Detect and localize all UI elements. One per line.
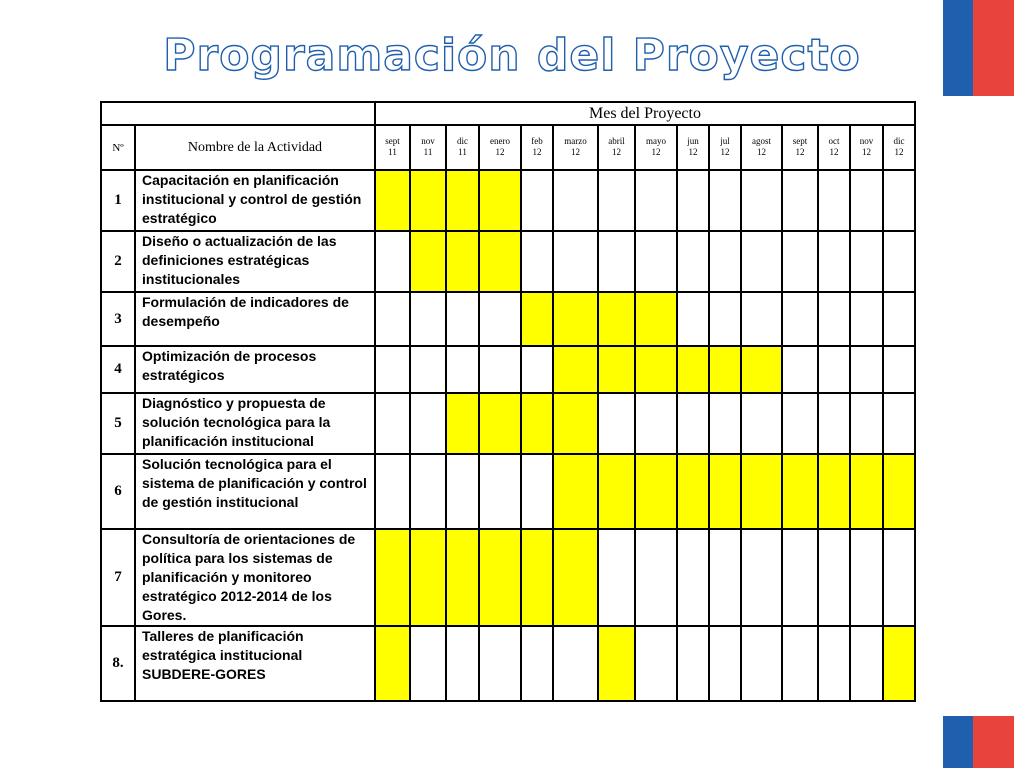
schedule-cell-active xyxy=(479,231,521,292)
schedule-cell xyxy=(818,529,850,626)
month-year: 12 xyxy=(495,147,505,157)
schedule-cell xyxy=(375,454,410,529)
schedule-cell xyxy=(709,393,741,454)
month-name: dic xyxy=(457,136,468,146)
activity-number: 6 xyxy=(101,454,135,529)
schedule-cell xyxy=(741,170,782,231)
schedule-cell xyxy=(446,292,479,346)
schedule-cell xyxy=(850,170,883,231)
schedule-cell xyxy=(553,231,598,292)
month-name: dic xyxy=(893,136,905,146)
month-header xyxy=(446,125,479,170)
month-year: 11 xyxy=(388,147,397,157)
page-title: Programación del Proyecto xyxy=(163,30,861,81)
schedule-cell xyxy=(410,292,446,346)
schedule-cell xyxy=(782,626,818,701)
schedule-cell xyxy=(479,626,521,701)
month-year: 12 xyxy=(757,147,766,157)
schedule-cell-active xyxy=(521,393,553,454)
column-header-activity: Nombre de la Actividad xyxy=(135,125,375,170)
schedule-cell xyxy=(479,454,521,529)
schedule-cell xyxy=(521,346,553,393)
schedule-cell-active xyxy=(479,393,521,454)
schedule-cell xyxy=(709,626,741,701)
schedule-cell xyxy=(635,170,677,231)
month-year: 12 xyxy=(571,147,580,157)
schedule-cell-active xyxy=(375,170,410,231)
month-header xyxy=(598,125,635,170)
month-header xyxy=(741,125,782,170)
month-name: sept xyxy=(385,136,400,146)
activity-number: 8. xyxy=(101,626,135,701)
schedule-cell-active xyxy=(553,292,598,346)
table-row xyxy=(101,529,915,626)
schedule-cell xyxy=(741,292,782,346)
schedule-cell-active xyxy=(410,170,446,231)
schedule-cell xyxy=(782,170,818,231)
schedule-cell-active xyxy=(446,393,479,454)
month-year: 12 xyxy=(532,147,542,157)
schedule-cell xyxy=(782,529,818,626)
month-year: 12 xyxy=(862,147,871,157)
month-name: agost xyxy=(752,136,771,146)
schedule-cell xyxy=(521,231,553,292)
schedule-cell-active xyxy=(375,626,410,701)
schedule-cell xyxy=(818,292,850,346)
schedule-cell-active xyxy=(883,454,915,529)
schedule-cell xyxy=(375,346,410,393)
month-header xyxy=(677,125,709,170)
activity-name: Solución tecnológica para el sistema de planificación y control de gestión institucional xyxy=(135,454,375,529)
schedule-cell xyxy=(818,393,850,454)
schedule-cell-active xyxy=(598,292,635,346)
schedule-cell xyxy=(818,626,850,701)
schedule-cell-active xyxy=(553,346,598,393)
schedule-cell xyxy=(375,292,410,346)
schedule-cell-active xyxy=(677,454,709,529)
activity-name: Capacitación en planificación institucional y control de gestión estratégico xyxy=(135,170,375,231)
activity-number: 1 xyxy=(101,170,135,231)
month-header xyxy=(553,125,598,170)
schedule-cell-active xyxy=(818,454,850,529)
schedule-cell xyxy=(709,170,741,231)
schedule-cell xyxy=(850,292,883,346)
schedule-cell-active xyxy=(446,231,479,292)
schedule-cell xyxy=(850,529,883,626)
schedule-cell-active xyxy=(635,346,677,393)
schedule-cell xyxy=(446,454,479,529)
activity-name: Consultoría de orientaciones de política para los sistemas de planificación y monitoreo estratégico 2012-2014 de los Gores. xyxy=(135,529,375,626)
table-row xyxy=(101,454,915,529)
activity-number: 7 xyxy=(101,529,135,626)
activity-number: 4 xyxy=(101,346,135,393)
schedule-cell xyxy=(635,626,677,701)
table-row xyxy=(101,231,915,292)
month-name: marzo xyxy=(564,136,587,146)
schedule-cell xyxy=(677,170,709,231)
schedule-cell xyxy=(635,529,677,626)
activity-number: 2 xyxy=(101,231,135,292)
month-header xyxy=(521,125,553,170)
schedule-cell xyxy=(521,170,553,231)
month-header xyxy=(410,125,446,170)
schedule-cell-active xyxy=(479,529,521,626)
month-header xyxy=(635,125,677,170)
schedule-cell-active xyxy=(375,529,410,626)
schedule-cell xyxy=(741,529,782,626)
schedule-cell-active xyxy=(741,454,782,529)
schedule-cell-active xyxy=(598,346,635,393)
month-name: abril xyxy=(608,136,625,146)
schedule-cell xyxy=(677,231,709,292)
schedule-cell xyxy=(883,346,915,393)
month-group-header: Mes del Proyecto xyxy=(375,102,915,125)
month-header xyxy=(375,125,410,170)
schedule-cell xyxy=(410,626,446,701)
schedule-cell-active xyxy=(677,346,709,393)
month-header xyxy=(479,125,521,170)
empty-header-cell xyxy=(101,102,375,125)
schedule-cell-active xyxy=(479,170,521,231)
schedule-cell xyxy=(782,346,818,393)
month-year: 12 xyxy=(612,147,621,157)
schedule-cell xyxy=(553,626,598,701)
schedule-cell xyxy=(850,231,883,292)
schedule-cell xyxy=(410,393,446,454)
schedule-cell xyxy=(677,393,709,454)
schedule-cell xyxy=(635,231,677,292)
schedule-cell-active xyxy=(553,529,598,626)
schedule-cell xyxy=(677,292,709,346)
schedule-cell xyxy=(410,346,446,393)
schedule-cell-active xyxy=(741,346,782,393)
activity-name: Diseño o actualización de las definiciones estratégicas institucionales xyxy=(135,231,375,292)
activity-name: Talleres de planificación estratégica institucional SUBDERE-GORES xyxy=(135,626,375,701)
schedule-cell xyxy=(818,170,850,231)
month-year: 12 xyxy=(651,147,661,157)
month-year: 12 xyxy=(720,147,730,157)
month-name: nov xyxy=(859,136,874,146)
schedule-cell xyxy=(553,170,598,231)
schedule-cell xyxy=(818,231,850,292)
schedule-cell xyxy=(709,231,741,292)
month-year: 12 xyxy=(829,147,839,157)
schedule-cell xyxy=(598,170,635,231)
month-name: sept xyxy=(792,136,808,146)
month-header xyxy=(883,125,915,170)
schedule-cell-active xyxy=(598,454,635,529)
schedule-cell-active xyxy=(709,454,741,529)
month-year: 11 xyxy=(423,147,433,157)
table-row xyxy=(101,170,915,231)
schedule-cell xyxy=(677,529,709,626)
schedule-cell xyxy=(635,393,677,454)
activity-number: 3 xyxy=(101,292,135,346)
schedule-cell-active xyxy=(521,529,553,626)
schedule-cell-active xyxy=(782,454,818,529)
schedule-cell xyxy=(521,454,553,529)
activity-name: Optimización de procesos estratégicos xyxy=(135,346,375,393)
schedule-cell xyxy=(782,292,818,346)
schedule-cell-active xyxy=(709,346,741,393)
schedule-cell xyxy=(782,393,818,454)
schedule-cell-active xyxy=(598,626,635,701)
activity-number: 5 xyxy=(101,393,135,454)
month-year: 11 xyxy=(458,147,467,157)
month-name: enero xyxy=(490,136,510,146)
month-header xyxy=(818,125,850,170)
month-name: mayo xyxy=(646,136,666,146)
schedule-cell xyxy=(446,626,479,701)
month-header xyxy=(850,125,883,170)
schedule-cell xyxy=(850,346,883,393)
schedule-cell-active xyxy=(410,231,446,292)
schedule-cell xyxy=(709,292,741,346)
schedule-cell xyxy=(741,626,782,701)
schedule-cell xyxy=(677,626,709,701)
month-name: jul xyxy=(720,136,730,146)
chile-flag-bottom-decoration xyxy=(943,716,1014,768)
schedule-cell xyxy=(850,393,883,454)
activity-name: Diagnóstico y propuesta de solución tecnológica para la planificación institucional xyxy=(135,393,375,454)
schedule-cell xyxy=(850,626,883,701)
table-row xyxy=(101,393,915,454)
table-row xyxy=(101,626,915,701)
schedule-cell xyxy=(818,346,850,393)
month-name: oct xyxy=(828,136,840,146)
schedule-cell xyxy=(479,292,521,346)
table-row xyxy=(101,346,915,393)
month-year: 12 xyxy=(688,147,698,157)
schedule-cell xyxy=(883,529,915,626)
schedule-cell-active xyxy=(553,393,598,454)
table-row xyxy=(101,292,915,346)
schedule-cell xyxy=(598,529,635,626)
schedule-cell xyxy=(782,231,818,292)
month-name: jun xyxy=(687,136,699,146)
project-schedule-table xyxy=(100,101,916,702)
schedule-cell xyxy=(883,170,915,231)
schedule-cell-active xyxy=(446,529,479,626)
schedule-cell-active xyxy=(883,626,915,701)
schedule-cell xyxy=(410,454,446,529)
schedule-cell xyxy=(883,393,915,454)
schedule-cell xyxy=(741,231,782,292)
schedule-cell xyxy=(598,393,635,454)
schedule-cell xyxy=(598,231,635,292)
schedule-cell xyxy=(741,393,782,454)
column-header-number: Nº xyxy=(101,125,135,170)
month-name: feb xyxy=(531,136,543,146)
month-year: 12 xyxy=(795,147,805,157)
month-year: 12 xyxy=(894,147,904,157)
schedule-cell-active xyxy=(635,454,677,529)
schedule-cell-active xyxy=(410,529,446,626)
activity-name: Formulación de indicadores de desempeño xyxy=(135,292,375,346)
month-header xyxy=(709,125,741,170)
schedule-cell xyxy=(709,529,741,626)
schedule-cell-active xyxy=(850,454,883,529)
schedule-cell xyxy=(375,231,410,292)
schedule-cell xyxy=(883,292,915,346)
month-header xyxy=(782,125,818,170)
schedule-cell xyxy=(521,626,553,701)
schedule-cell-active xyxy=(521,292,553,346)
schedule-cell xyxy=(375,393,410,454)
month-name: nov xyxy=(421,136,435,146)
schedule-cell xyxy=(446,346,479,393)
schedule-cell-active xyxy=(446,170,479,231)
schedule-cell xyxy=(479,346,521,393)
schedule-cell-active xyxy=(553,454,598,529)
schedule-cell xyxy=(883,231,915,292)
schedule-cell-active xyxy=(635,292,677,346)
